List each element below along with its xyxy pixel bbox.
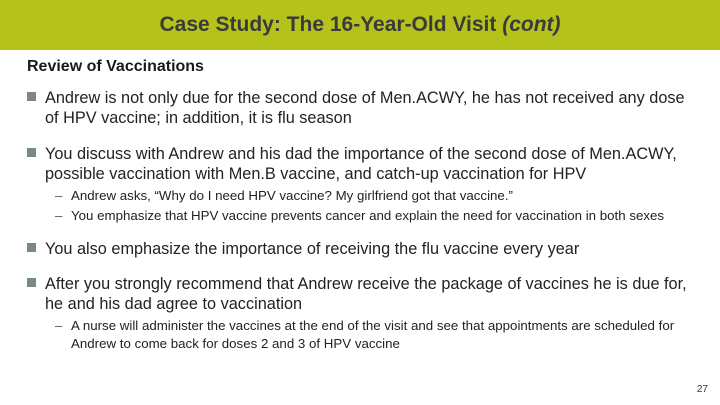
- sub-bullet-item: [27, 207, 692, 225]
- slide-title-italic: (cont): [502, 13, 561, 36]
- bullet-item: [27, 274, 692, 314]
- sub-bullet-item: [27, 187, 692, 205]
- bullet-text: After you strongly recommend that Andrew receive the package of vaccines he is due for, he and his dad agree to vaccination: [45, 275, 687, 313]
- bullet-list: [27, 88, 692, 353]
- sub-bullet-text: A nurse will administer the vaccines at the end of the visit and see that appointments are scheduled for Andrew to come back for doses 2 and 3 of HPV vaccine: [71, 318, 675, 351]
- section-heading: Review of Vaccinations: [27, 58, 204, 75]
- square-bullet-icon: [27, 243, 36, 252]
- bullet-item: [27, 144, 692, 184]
- slide-title-main: Case Study: The 16-Year-Old Visit: [159, 13, 503, 36]
- bullet-item: [27, 88, 692, 128]
- square-bullet-icon: [27, 278, 36, 287]
- dash-bullet-icon: –: [55, 318, 63, 333]
- sub-bullet-text: Andrew asks, “Why do I need HPV vaccine? My girlfriend got that vaccine.”: [71, 188, 513, 203]
- bullet-text: Andrew is not only due for the second dose of Men.ACWY, he has not received any dose of HPV vaccine; in addition, it is flu season: [45, 89, 685, 127]
- square-bullet-icon: [27, 92, 36, 101]
- square-bullet-icon: [27, 148, 36, 157]
- bullet-item: [27, 239, 692, 259]
- sub-bullet-text: You emphasize that HPV vaccine prevents cancer and explain the need for vaccination in both sexes: [71, 208, 665, 223]
- slide-title: [0, 0, 720, 50]
- dash-bullet-icon: –: [55, 208, 63, 223]
- page-number: 27: [696, 384, 708, 395]
- dash-bullet-icon: –: [55, 188, 63, 203]
- bullet-text: You discuss with Andrew and his dad the importance of the second dose of Men.ACWY, possible vaccination with Men.B vaccine, and catch-up vaccination for HPV: [45, 145, 677, 183]
- bullet-text: You also emphasize the importance of receiving the flu vaccine every year: [45, 240, 580, 258]
- sub-bullet-item: [27, 317, 692, 353]
